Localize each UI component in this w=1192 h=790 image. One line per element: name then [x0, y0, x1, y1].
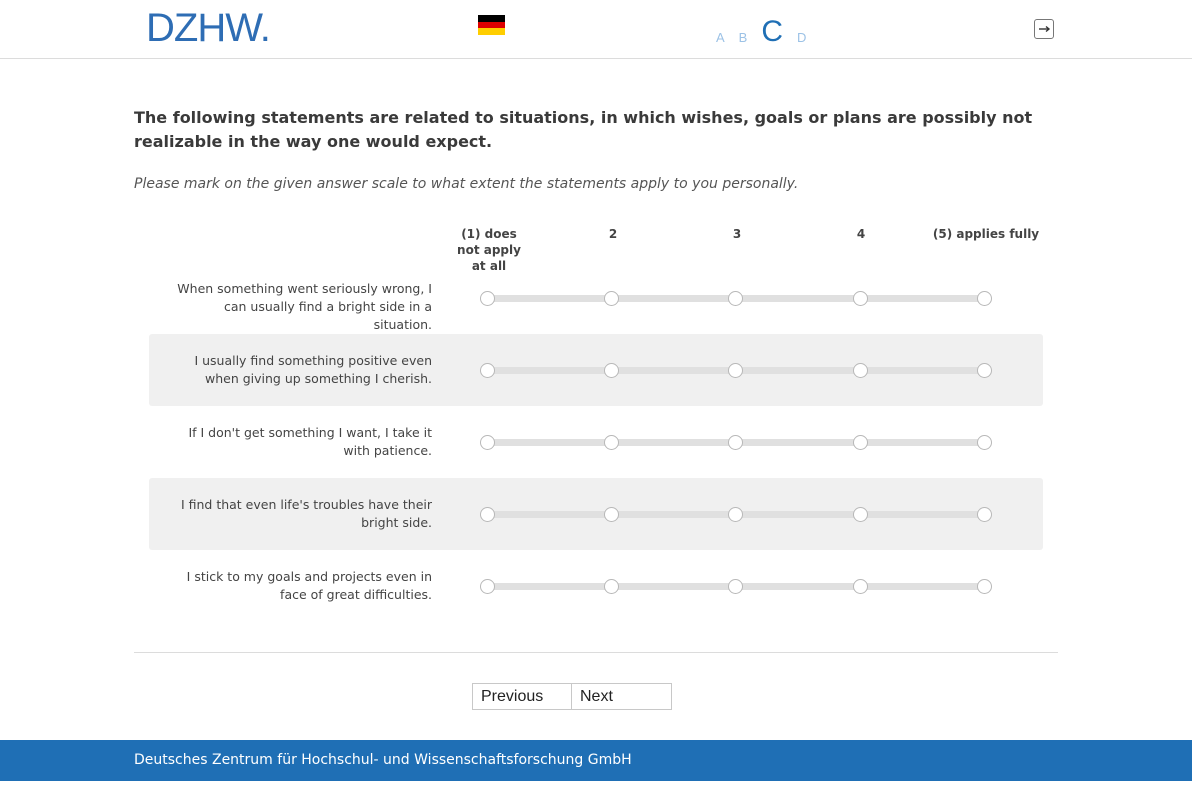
matrix-row-4	[149, 478, 1043, 550]
radio-option-3[interactable]	[728, 579, 743, 594]
page-footer	[0, 740, 1192, 781]
radio-option-4[interactable]	[853, 363, 868, 378]
scale-label-2: 2	[608, 227, 618, 241]
question-instruction: Please mark on the given answer scale to what extent the statements apply to you personally.	[134, 176, 799, 192]
matrix-row-3	[149, 406, 1043, 478]
question-title: The following statements are related to situations, in which wishes, goals or plans are possibly not realizable in the way one would expect.	[134, 108, 1033, 151]
radio-option-2[interactable]	[604, 435, 619, 450]
flag-stripe-gold	[478, 28, 505, 35]
scale-label-5: (5) applies fully	[932, 227, 1040, 241]
radio-option-3[interactable]	[728, 507, 743, 522]
radio-option-4[interactable]	[853, 507, 868, 522]
scale-label-3: 3	[732, 227, 742, 241]
radio-option-5[interactable]	[977, 507, 992, 522]
page-navigation	[472, 683, 672, 710]
matrix-row-1	[149, 262, 1043, 334]
radio-option-1[interactable]	[480, 435, 495, 450]
logo-text: DZHW.	[146, 6, 270, 50]
scale-label-1: (1) does not apply at all	[457, 227, 521, 273]
item-label: If I don't get something I want, I take it with patience.	[188, 425, 432, 458]
font-size-d[interactable]: D	[797, 30, 807, 45]
radio-option-4[interactable]	[853, 291, 868, 306]
radio-option-3[interactable]	[728, 291, 743, 306]
flag-stripe-black	[478, 15, 505, 22]
radio-option-5[interactable]	[977, 579, 992, 594]
font-size-switcher	[716, 10, 806, 46]
radio-option-4[interactable]	[853, 435, 868, 450]
matrix-row-2	[149, 334, 1043, 406]
next-button[interactable]: Next	[572, 683, 672, 710]
radio-option-5[interactable]	[977, 363, 992, 378]
content-divider	[134, 652, 1058, 653]
radio-option-1[interactable]	[480, 291, 495, 306]
font-size-c[interactable]: C	[761, 15, 784, 48]
radio-option-5[interactable]	[977, 435, 992, 450]
radio-option-1[interactable]	[480, 363, 495, 378]
flag-stripe-red	[478, 22, 505, 29]
item-label: I find that even life's troubles have their bright side.	[180, 497, 432, 530]
dzhw-logo	[146, 8, 270, 48]
radio-option-2[interactable]	[604, 363, 619, 378]
font-size-a[interactable]: A	[716, 30, 725, 45]
exit-survey-button[interactable]	[1034, 19, 1054, 39]
radio-option-2[interactable]	[604, 507, 619, 522]
scale-label-4: 4	[856, 227, 866, 241]
radio-option-1[interactable]	[480, 507, 495, 522]
item-label: I stick to my goals and projects even in face of great difficulties.	[186, 569, 432, 602]
radio-option-1[interactable]	[480, 579, 495, 594]
exit-arrow-icon	[1037, 22, 1051, 36]
radio-option-3[interactable]	[728, 363, 743, 378]
radio-option-2[interactable]	[604, 579, 619, 594]
font-size-b[interactable]: B	[738, 30, 748, 45]
page-header	[0, 0, 1192, 59]
radio-option-2[interactable]	[604, 291, 619, 306]
matrix-row-5	[149, 550, 1043, 622]
item-label: I usually find something positive even when giving up something I cherish.	[194, 353, 432, 386]
german-flag-icon[interactable]	[478, 15, 505, 35]
radio-option-3[interactable]	[728, 435, 743, 450]
previous-button[interactable]: Previous	[472, 683, 572, 710]
footer-organization-name: Deutsches Zentrum für Hochschul- und Wissenschaftsforschung GmbH	[134, 752, 632, 768]
radio-option-5[interactable]	[977, 291, 992, 306]
item-label: When something went seriously wrong, I can usually find a bright side in a situation.	[177, 281, 432, 332]
radio-option-4[interactable]	[853, 579, 868, 594]
